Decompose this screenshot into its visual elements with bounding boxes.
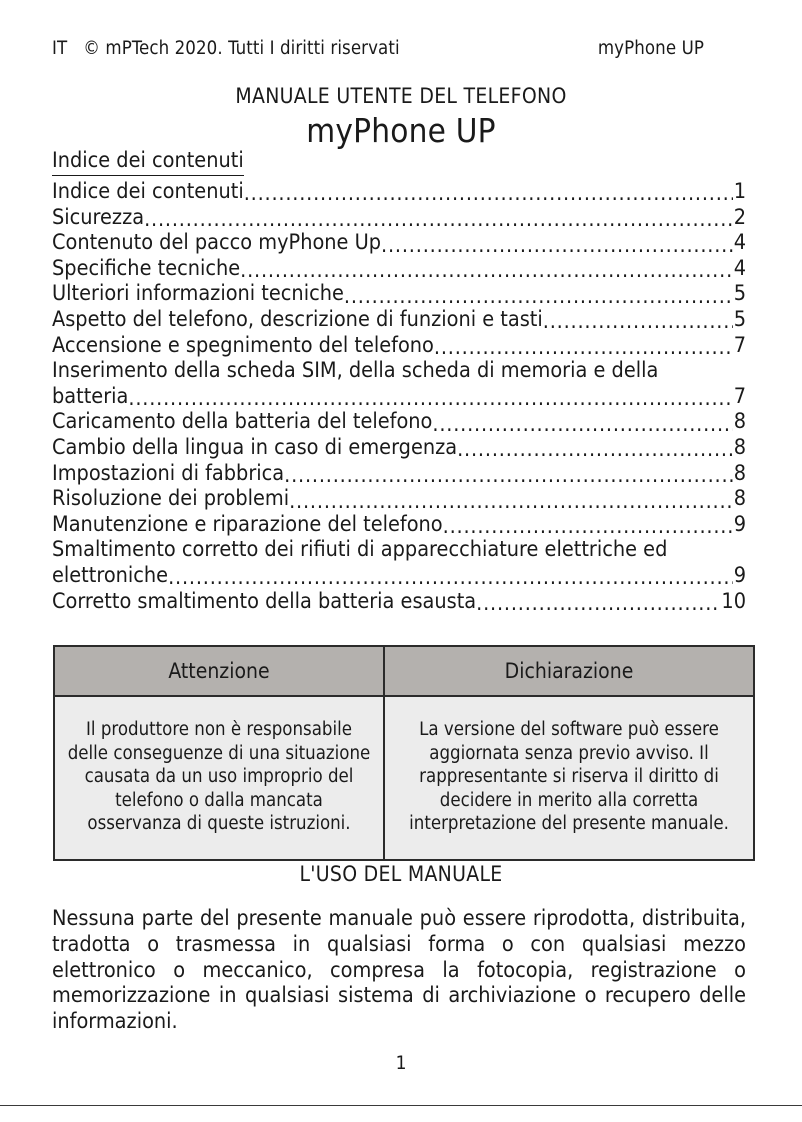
toc-entry-line2 [52,384,746,410]
toc-entry[interactable] [52,307,746,333]
page-title: myPhone UP [306,111,496,150]
copyright-notice: © mPTech 2020. Tutti I diritti riservati [83,38,400,59]
toc-entry-page: 8 [733,486,746,512]
toc-dot-leader [284,461,733,483]
toc-entry[interactable] [52,461,746,487]
toc-entry-label: Accensione e spegnimento del telefono [52,332,434,358]
toc-dot-leader [240,256,733,278]
toc-entry[interactable] [52,281,746,307]
toc-entry-label: Corretto smaltimento della batteria esausta [52,588,477,614]
toc-entry-page: 4 [733,230,746,256]
toc-entry[interactable] [52,435,746,461]
toc-entry-page: 9 [733,562,746,588]
toc-dot-leader [543,307,733,329]
notice-table [53,645,755,861]
toc-entry-page: 1 [733,179,746,204]
section-heading: L'USO DEL MANUALE [299,862,503,886]
toc-entry[interactable] [52,358,746,409]
toc-entry-label: Risoluzione dei problemi [52,486,290,512]
toc-entry-label: Contenuto del pacco myPhone Up [52,230,382,256]
toc-entry-label: Sicurezza [52,204,145,230]
document-kicker: MANUALE UTENTE DEL TELEFONO [235,84,567,108]
toc-dot-leader [144,205,733,227]
toc-entry-line2 [52,563,746,589]
toc-entry-label: Impostazioni di fabbrica [52,460,285,486]
toc-dot-leader [476,589,720,611]
toc-entry-page: 8 [733,409,746,435]
toc-entry-page: 8 [733,460,746,486]
toc-dot-leader [432,409,732,431]
toc-entry[interactable] [52,409,746,435]
toc-entry-label-cont: elettroniche [52,562,169,588]
toc-entry-page: 2 [733,204,746,230]
toc-entry-label: Ulteriori informazioni tecniche [52,281,344,307]
toc-dot-leader [434,333,733,355]
table-cell-dichiarazione: La versione del software può essere aggiornata senza previo avviso. Il rappresentante si riserva il diritto di decidere in merito alla corretta interpretazione del presente manuale. [384,696,754,860]
toc-entry-label: Specifiche tecniche [52,255,241,281]
table-row [54,646,754,696]
toc-entry-label: Indice dei contenuti [52,179,244,204]
toc-entry[interactable] [52,512,746,538]
running-header-product: myPhone UP [597,38,704,59]
toc-entry-page: 5 [733,306,746,332]
toc-dot-leader [244,179,733,201]
toc-entry-page: 10 [721,588,746,614]
toc-entry[interactable] [52,256,746,282]
toc-heading-wrap [52,148,746,179]
toc-dot-leader [443,512,733,534]
toc-entry[interactable] [52,589,746,615]
bottom-divider [0,1105,802,1106]
toc-entry-page: 7 [733,383,746,409]
toc-entry-label: Inserimento della scheda SIM, della scheda di memoria e della [52,358,659,384]
toc-entry[interactable] [52,179,746,205]
toc-entry-page: 7 [733,332,746,358]
body-paragraph-text: Nessuna parte del presente manuale può essere riprodotta, distribuita, tradotta o trasmessa in qualsiasi forma o con qualsiasi mezzo elettronico o meccanico, compresa la fotocopia, registrazione o memorizzazione in qualsiasi sistema di archiviazione o recupero delle informazioni. [52,906,746,1035]
toc-entry[interactable] [52,333,746,359]
toc-entry[interactable] [52,486,746,512]
toc-dot-leader [289,486,733,508]
notice-table-head [54,646,754,696]
table-of-contents [52,148,746,614]
toc-entry[interactable] [52,205,746,231]
toc-entry-page: 9 [733,511,746,537]
toc-heading: Indice dei contenuti [52,148,244,176]
toc-entry-page: 4 [733,255,746,281]
body-paragraph [52,906,746,1035]
table-row [54,696,754,860]
table-header-attenzione: Attenzione [54,646,384,696]
toc-entry-label: Caricamento della batteria del telefono [52,409,433,435]
toc-dot-leader [344,281,733,303]
toc-dot-leader [168,563,733,585]
toc-entry-label: Manutenzione e riparazione del telefono [52,511,443,537]
table-cell-attenzione: Il produttore non è responsabile delle conseguenze di una situazione causata da un uso improprio del telefono o dalla mancata osservanza di queste istruzioni. [54,696,384,860]
toc-dot-leader [457,435,733,457]
toc-list [52,179,746,614]
toc-entry-page: 8 [733,434,746,460]
toc-entry[interactable] [52,230,746,256]
running-header-left [52,38,400,59]
language-code: IT [52,38,68,59]
table-header-dichiarazione: Dichiarazione [384,646,754,696]
notice-table-body [54,696,754,860]
toc-entry-label: Smaltimento corretto dei rifiuti di apparecchiature elettriche ed [52,537,668,563]
running-header [52,38,752,62]
toc-entry[interactable] [52,537,746,588]
toc-entry-label: Cambio della lingua in caso di emergenza [52,434,458,460]
toc-entry-label: Aspetto del telefono, descrizione di funzioni e tasti [52,306,543,332]
toc-dot-leader [128,384,732,406]
toc-entry-label-cont: batteria [52,383,129,409]
toc-entry-page: 5 [733,281,746,307]
page-number: 1 [395,1052,407,1074]
toc-dot-leader [381,230,733,252]
